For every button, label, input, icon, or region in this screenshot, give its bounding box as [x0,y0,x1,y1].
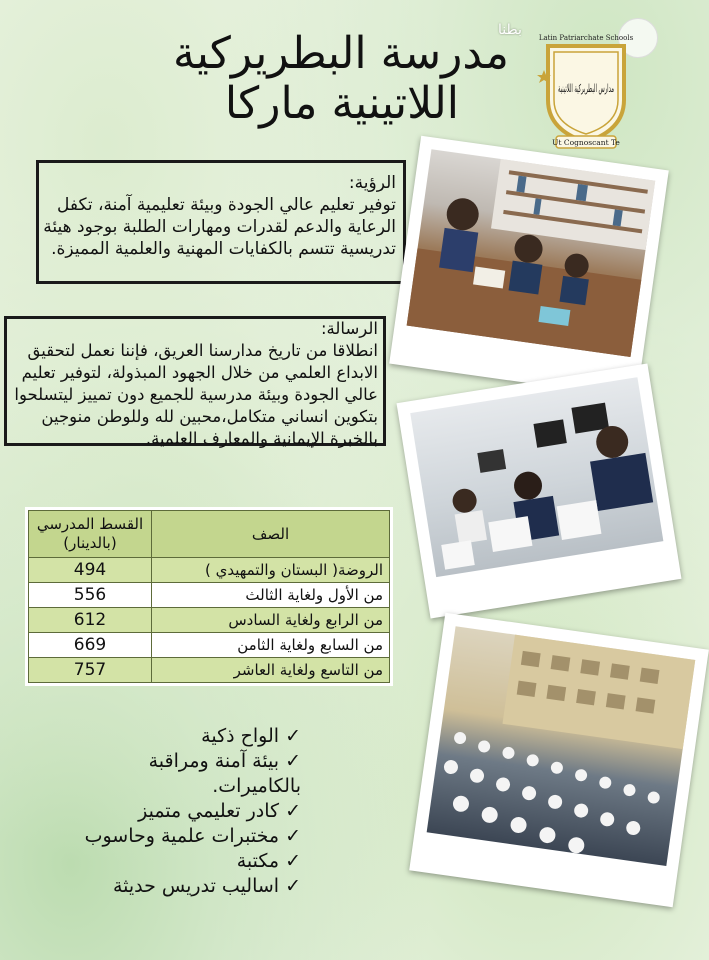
grade-cell: من السابع ولغاية الثامن [152,633,390,658]
page-title-line2: اللاتينية ماركا [224,78,459,129]
grade-cell: من الأول ولغاية الثالث [152,583,390,608]
school-logo [538,30,634,150]
logo-top-text: Latin Patriarchate Schools [538,34,634,42]
table-row [29,608,390,633]
photo-computer-lab [397,363,682,618]
photo-assembly [409,613,709,907]
feature-text: مختبرات علمية وحاسوب [84,825,280,847]
mission-box [6,318,378,450]
check-icon: ✓ [285,850,301,872]
column-header-fee: القسط المدرسي (بالدينار) [29,511,152,558]
feature-text: بيئة آمنة ومراقبة بالكاميرات. [148,750,301,797]
feature-text: اساليب تدريس حديثة [112,875,280,897]
watermark-text: بطنا [498,22,522,38]
table-row [29,633,390,658]
vision-text: توفير تعليم عالي الجودة وبيئة تعليمية آمنة، تكفل الرعاية والدعم لقدرات ومهارات الطلبة بوجود هيئة تدريسية تتسم بالكفايات المهنية والعلمية المميزة. [43,195,396,259]
vision-heading: الرؤية: [348,173,396,193]
check-icon: ✓ [285,800,301,822]
fee-cell: 556 [29,583,152,608]
list-item [71,824,301,849]
mission-heading: الرسالة: [320,319,378,338]
check-icon: ✓ [285,875,301,897]
table-row [29,558,390,583]
list-item [71,874,301,899]
fee-cell: 612 [29,608,152,633]
grade-cell: من التاسع ولغاية العاشر [152,658,390,683]
mission-text: انطلاقا من تاريخ مدارسنا العريق، فإننا نعمل لتحقيق الابداع العلمي من خلال الجهود المبذولة، لتوفير تعليم عالي الجودة وبيئة مدرسية للجميع دون تمييز ليتسلحوا بتكوين انساني متكامل،محبين لله وللوطن منوجين بالخبرة الإيمانية والمعارف العلمية. [14,341,378,448]
logo-motto: Ut Cognoscant Te [552,138,620,147]
table-row [29,658,390,683]
list-item [71,799,301,824]
list-item [71,724,301,749]
feature-text: كادر تعليمي متميز [138,800,280,822]
fees-table-header [29,511,390,558]
list-item [71,749,301,799]
table-row [29,583,390,608]
vision-box [40,172,396,260]
column-header-grade: الصف [152,511,390,558]
check-icon: ✓ [285,825,301,847]
feature-text: الواح ذكية [201,725,280,747]
list-item [71,849,301,874]
fee-cell: 669 [29,633,152,658]
fee-cell: 494 [29,558,152,583]
features-list [71,724,301,899]
photo-library [389,136,669,399]
fees-table [28,510,390,683]
grade-cell: من الرابع ولغاية السادس [152,608,390,633]
check-icon: ✓ [285,750,301,772]
check-icon: ✓ [285,725,301,747]
page-title-line1: مدرسة البطريركية [173,28,509,79]
fee-cell: 757 [29,658,152,683]
feature-text: مكتبة [236,850,280,872]
logo-crest-text: مدارس البطريركية اللاتينية [558,82,615,95]
grade-cell: الروضة( البستان والتمهيدي ) [152,558,390,583]
